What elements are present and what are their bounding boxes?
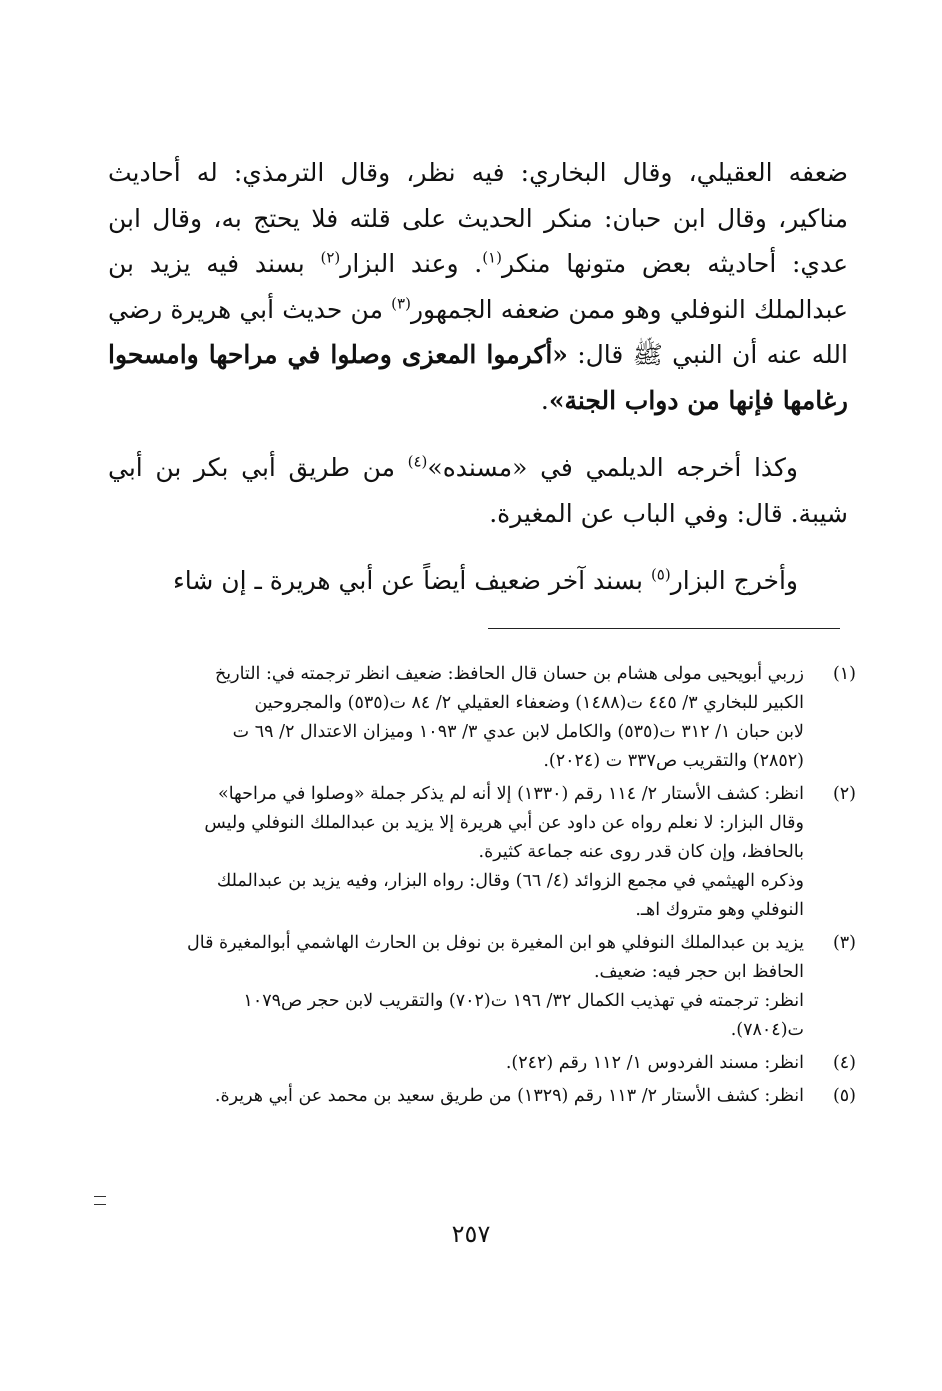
- page-number: ٢٥٧: [451, 1220, 491, 1248]
- text-run: من طريق أبي بكر بن أبي شيبة. قال: وفي الباب عن المغيرة.: [108, 453, 848, 528]
- footnote-ref-3: (٣): [391, 294, 411, 313]
- footnote-line: الحافظ ابن حجر فيه: ضعيف.: [593, 962, 804, 982]
- footnote-line: بالحافظ، وإن كان قدر روى عنه جماعة كثيرة.: [478, 842, 804, 862]
- footnote-ref-5: (٥): [650, 565, 671, 584]
- footnote-line: يزيد بن عبدالملك النوفلي هو ابن المغيرة بن نوفل بن الحارث الهاشمي أبوالمغيرة قال: [187, 933, 804, 953]
- footnote-body: [108, 780, 804, 925]
- text-run: بسند آخر ضعيف أيضاً عن أبي هريرة ـ إن شاء: [172, 566, 651, 595]
- footnote-line: وذكره الهيثمي في مجمع الزوائد (٤/ ٦٦) وقال: رواه البزار، وفيه يزيد بن عبدالملك: [216, 871, 804, 891]
- footnote-number: (٤): [832, 1053, 856, 1073]
- footnote-line: انظر: ترجمته في تهذيب الكمال ٣٢/ ١٩٦ ت(٧٠٢) والتقريب لابن حجر ص١٠٧٩: [243, 991, 804, 1011]
- footnotes: [108, 660, 856, 1115]
- text-line: عبدالملك النوفلي وهو ممن ضعفه الجمهور: [410, 294, 848, 324]
- footnote-1: [108, 660, 856, 776]
- footnote-line: انظر: مسند الفردوس ١/ ١١٢ رقم (٢٤٢).: [505, 1053, 804, 1073]
- text-line: بسند فيه يزيد بن: [108, 249, 321, 278]
- text-line: مناكير، وقال ابن حبان: منكر الحديث على قلته فلا يحتج به، وقال ابن: [108, 203, 848, 233]
- text-run: وكذا أخرجه الديلمي في «مسنده»: [427, 453, 798, 482]
- footnote-line: انظر: كشف الأستار ٢/ ١١٣ رقم (١٣٢٩) من طريق سعيد بن محمد عن أبي هريرة.: [214, 1086, 804, 1106]
- hadith-text: «أكرموا المعزى وصلوا في مراحها وامسحوا رغامها فإنها من دواب الجنة»: [108, 340, 848, 415]
- footnote-body: [108, 1049, 804, 1078]
- text-run: وأخرج البزار: [670, 566, 798, 595]
- paragraph-3: [108, 558, 848, 604]
- footnote-line: لابن حبان ١/ ٣١٢ ت(٥٣٥) والكامل لابن عدي ٣/ ١٠٩٣ وميزان الاعتدال ٢/ ٦٩ ت: [232, 722, 804, 742]
- footnote-5: [108, 1082, 856, 1111]
- footnote-line: (٢٨٥٢) والتقريب ص٣٣٧ ت (٢٠٢٤).: [543, 751, 804, 771]
- text-line: عدي: أحاديثه بعض متونها منكر: [501, 249, 848, 278]
- text-line: .: [540, 385, 549, 415]
- text-line: الله عنه أن النبي ﷺ قال:: [567, 340, 848, 369]
- text-line: ضعفه العقيلي، وقال البخاري: فيه نظر، وقال الترمذي: له أحاديث: [108, 158, 848, 187]
- text-line: . وعند البزار: [340, 249, 483, 278]
- footnote-4: [108, 1049, 856, 1078]
- footnote-3: [108, 929, 856, 1045]
- footnote-line: انظر: كشف الأستار ٢/ ١١٤ رقم (١٣٣٠) إلا أنه لم يذكر جملة «وصلوا في مراحها»: [218, 784, 804, 804]
- footnote-divider: [488, 628, 840, 629]
- footnote-body: [108, 929, 804, 1045]
- text-line: من حديث أبي هريرة رضي: [108, 294, 392, 324]
- footnote-number: (١): [832, 664, 856, 684]
- footnote-body: [108, 1082, 804, 1111]
- footnote-number: (٥): [832, 1086, 856, 1106]
- footnote-ref-1: (١): [482, 248, 502, 267]
- footnote-line: زربي أبويحيى مولى هشام بن حسان قال الحافظ: ضعيف انظر ترجمته في: التاريخ: [214, 664, 804, 684]
- main-text: [108, 150, 848, 626]
- footnote-line: الكبير للبخاري ٣/ ٤٤٥ ت(١٤٨٨) وضعفاء العقيلي ٢/ ٨٤ ت(٥٣٥) والمجروحين: [254, 693, 804, 713]
- footnote-line: وقال البزار: لا نعلم رواه عن داود عن أبي هريرة إلا يزيد بن عبدالملك النوفلي وليس: [204, 813, 804, 833]
- footnote-line: ت(٧٨٠٤).: [730, 1020, 804, 1040]
- footnote-number: (٣): [832, 933, 856, 953]
- footnote-2: [108, 780, 856, 925]
- footnote-ref-4: (٤): [407, 452, 428, 471]
- paragraph-2: [108, 445, 848, 536]
- continuation-mark: [94, 1196, 106, 1205]
- paragraph-1: [108, 150, 848, 423]
- footnote-number: (٢): [832, 784, 856, 804]
- footnote-ref-2: (٢): [320, 248, 341, 267]
- footnote-line: النوفلي وهو متروك اهـ.: [635, 900, 804, 920]
- footnote-body: [108, 660, 804, 776]
